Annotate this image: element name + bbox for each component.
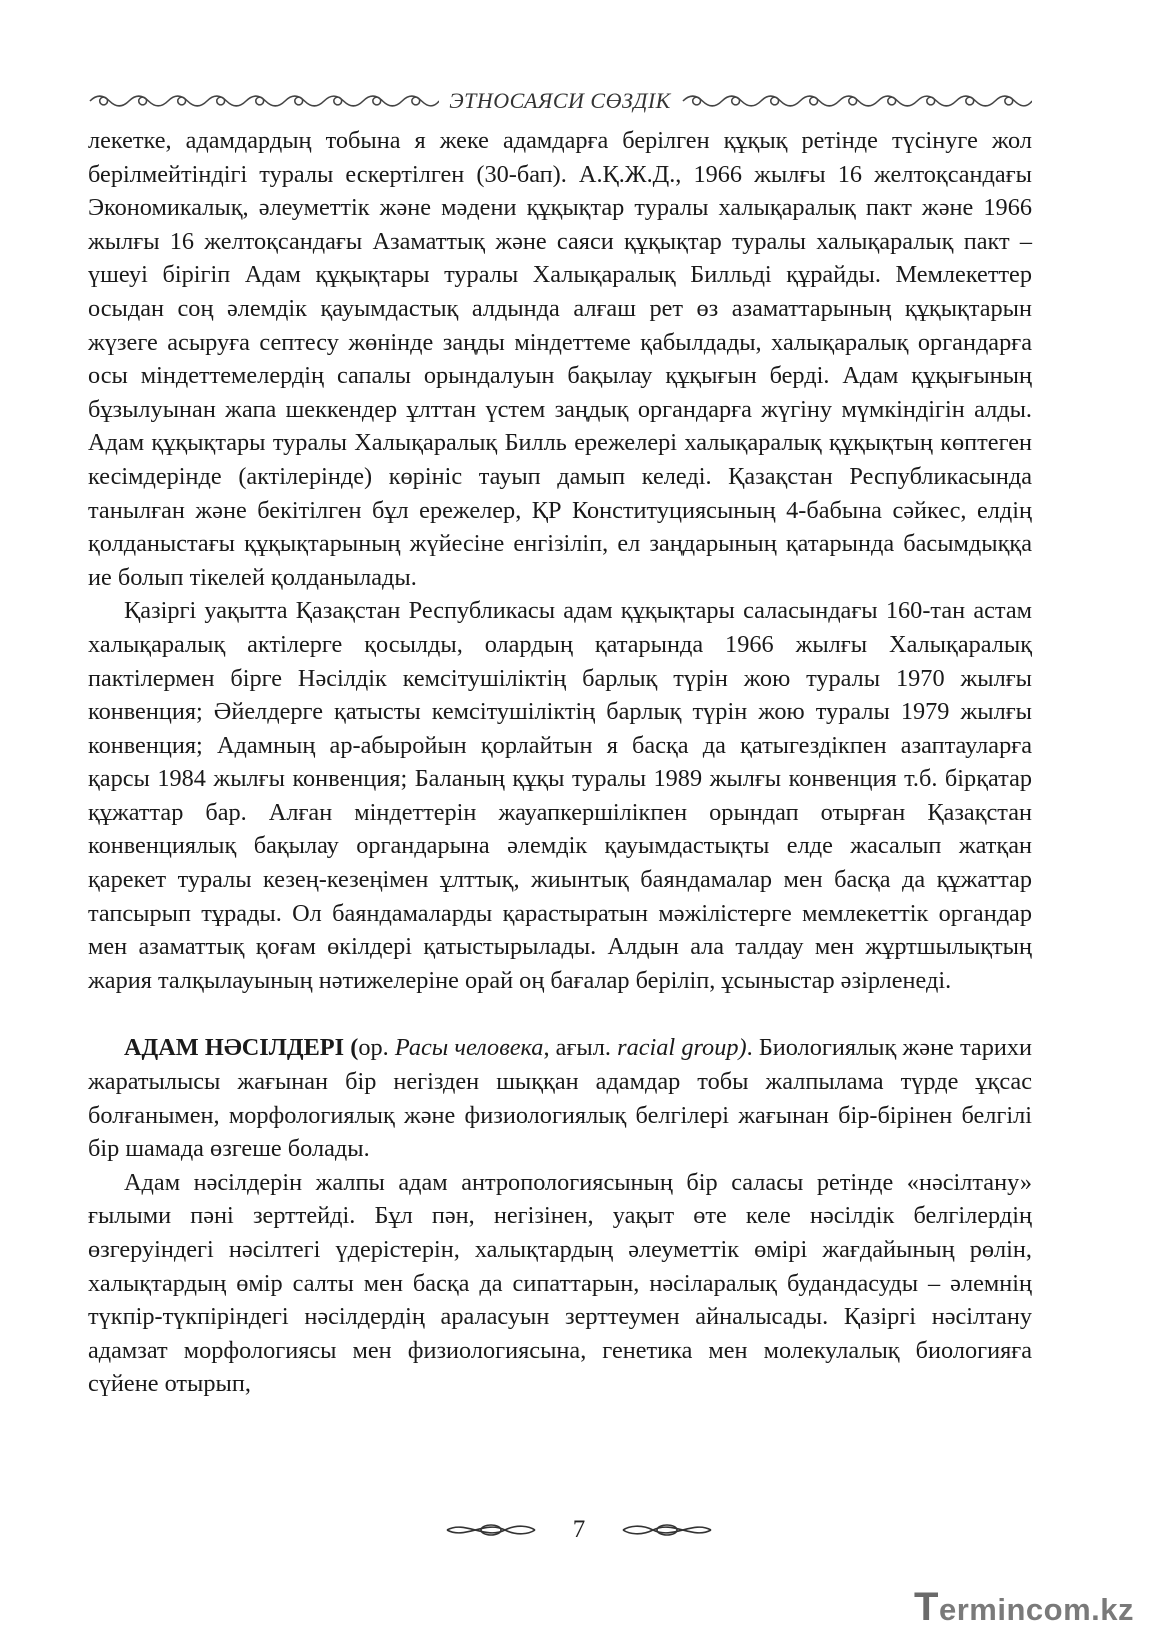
page-number: 7	[572, 1516, 586, 1543]
watermark-prefix: T	[914, 1585, 939, 1629]
running-header	[88, 86, 1032, 116]
entry-lang-ru-label: ор.	[358, 1034, 395, 1062]
entry-term: АДАМ НӘСІЛДЕРІ (	[124, 1034, 359, 1062]
paragraph-kazakhstan-conventions: Қазіргі уақытта Қазақстан Республикасы адам құқықтары саласындағы 160-тан астам халықаралық актілерге қосылды, олардың қатарында 1966 жылғы Халықаралық пактілермен бірге Нәсілдік кемсітушіліктің барлық түрін жою туралы 1970 жылғы конвенция; Әйелдерге қатысты кемсітушіліктің барлық түрін жою туралы 1979 жылғы конвенция; Адамның ар-абыройын қорлайтын я басқа да қатыгездікпен азаптауларға қарсы 1984 жылғы конвенция; Баланың құқы туралы 1989 жылғы конвенция т.б. бірқатар құжаттар бар. Алған міндеттерін жауапкершілікпен орындап отырған Қазақстан конвенциялық бақылау органдарына әлемдік қауымдастықты елде жасалып жатқан қарекет туралы кезең-кезеңімен ұлттық, жиынтық баяндамалар мен басқа да құжаттар тапсырып тұрады. Ол баяндамаларды қарастыратын мәжілістерге мемлекеттік органдар мен азаматтық қоғам өкілдері қатыстырылады. Алдын ала талдау мен жұртшылықтың жария талқылауының нәтижелеріне орай оң бағалар беріліп, ұсыныстар әзірленеді.	[88, 597, 1032, 994]
site-watermark	[914, 1585, 1134, 1630]
watermark-text: ermincom.kz	[938, 1592, 1134, 1627]
entry-lang-en-label: , ағыл.	[543, 1034, 618, 1062]
flourish-left-icon	[445, 1518, 537, 1542]
paragraph-nasiltanu: Адам нәсілдерін жалпы адам антропологиясының бір саласы ретінде «нәсілтану» ғылыми пәні зерттейді. Бұл пән, негізінен, уақыт өте келе нәсілдік белгілердің өзгеруіндегі нәсілтегі үдерістерін, халықтардың әлеуметтік өмірі жағдайының рөлін, халықтардың өмір салты мен басқа да сипаттарын, нәсіларалық будандасуды – әлемнің түкпір-түкпіріндегі нәсілдердің араласуын зерттеумен айналысады. Қазіргі нәсілтану адамзат морфологиясы мен физиологиясына, генетика мен молекулалық биологияға сүйене отырып,	[88, 1168, 1032, 1398]
entry-definition: . Биологиялық және тарихи жаратылысы жағынан бір негізден шыққан адамдар тобы жалпылама түрде ұқсас болғанымен, морфологиялық және физиологиялық белгілері жағынан бір-бірінен белгілі бір шамада өзгеше болады.	[88, 1034, 1032, 1163]
entry-english-term: racial group)	[617, 1034, 747, 1062]
paragraph-continuation: лекетке, адамдардың тобына я жеке адамдарға берілген құқық ретінде түсінуге жол берілмейтіндігі туралы ескертілген (30-бап). А.Қ.Ж.Д., 1966 жылғы 16 желтоқсандағы Экономикалық, әлеуметтік және мәдени құқықтар туралы халықаралық пакт және 1966 жылғы 16 желтоқсандағы Азаматтық және саяси құқықтар туралы халықаралық пакт – үшеуі бірігіп Адам құқықтары туралы Халықаралық Билльді құрайды. Мемлекеттер осыдан соң әлемдік қауымдастық алдында алғаш рет өз азаматтарының құқықтарын жүзеге асыруға септесу жөнінде заңды міндеттеме қабылдады, халықаралық органдарға осы міндеттемелердің сапалы орындалуын бақылау құқығын берді. Адам құқығының бұзылуынан жапа шеккендер ұлттан үстем заңдық органдарға жүгіну мүмкіндігін алды. Адам құқықтары туралы Халықаралық Билль ережелері халықаралық құқықтың көптеген кесімдерінде (актілерінде) көрініс тауып дамып келеді. Қазақстан Республикасында танылған және бекітілген бұл ережелер, ҚР Конституциясының 4-бабына сәйкес, елдің қолданыстағы құқықтарының жүйесіне енгізіліп, ел заңдарының қатарында басымдыққа ие болып тікелей қолданылады.	[88, 127, 1032, 591]
page-footer	[0, 1510, 1158, 1550]
header-ornament-right	[681, 90, 1032, 112]
header-title: ЭТНОСАЯСИ СӨЗДІК	[449, 88, 671, 113]
entry-russian-term: Расы человека	[394, 1034, 544, 1062]
header-ornament-left	[88, 90, 439, 112]
entry-adam-nasilderi	[88, 1031, 1032, 1165]
flourish-right-icon	[621, 1518, 713, 1542]
article-body	[88, 124, 1032, 1401]
